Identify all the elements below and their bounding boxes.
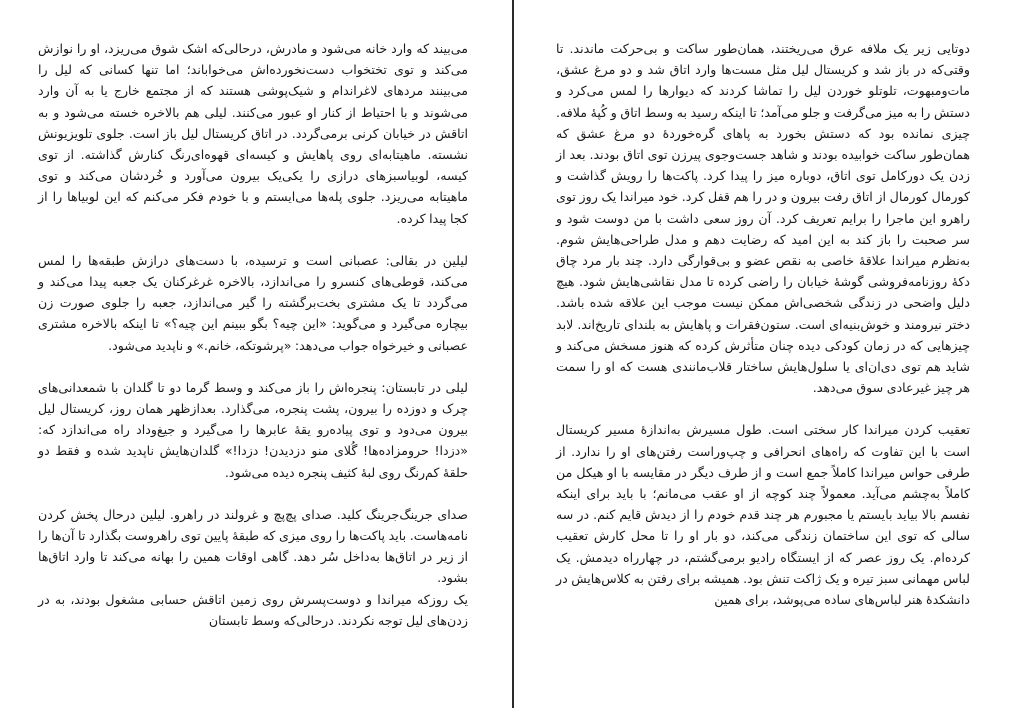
paragraph: لیلین در بقالی: عصبانی است و ترسیده، با دست‌های درازش طبقه‌ها را لمس می‌کند، قوطی‌های کنسرو را می‌اندازد، بالاخره غرغرکنان یک جعبه پیدا می‌کند و می‌گردد تا یک مشتری بخت‌برگشته را گیر می‌اندازد، جعبه را جلوی صورت زن بیچاره می‌گیرد و می‌گوید: «این چیه؟ بگو ببینم این چیه؟» تا اینکه بالاخره مشتری عصبانی و خیرخواه جواب می‌دهد: «پرشوتکه، خانم.» و ناپدید می‌شود. xyxy=(38,252,468,353)
right-page xyxy=(514,0,1014,708)
paragraph: لیلی در تابستان: پنجره‌اش را باز می‌کند و وسط گرما دو تا گلدان با شمعدانی‌های چرک و دوزده را بیرون، پشت پنجره، می‌گذارد. بعدازظهر همان روز، کریستال لیل بیرون می‌دود و توی پیاده‌رو یقهٔ عابرها را می‌گیرد و جیغ‌وداد راه می‌اندازد که: «دزدا! حرومزاده‌ها! گُلای منو دزدیدن! دزدا!» گلدان‌هایش ناپدید شده و فقط دو حلقهٔ کم‌رنگ روی لبهٔ کثیف پنجره دیده می‌شود. xyxy=(38,379,468,480)
left-page-text xyxy=(38,38,468,652)
right-page-text xyxy=(556,38,970,631)
paragraph: صدای جرینگ‌جرینگ کلید. صدای پچ‌پچ و غرولند در راهرو. لیلین درحال پخش کردن نامه‌هاست. باید پاکت‌ها را روی میزی که طبقهٔ پایین توی راهروست بگذارد تا آن‌ها را از زیر در اتاق‌ها به‌داخل سُر دهد. گاهی اوقات همین را بهانه می‌کند تا وارد اتاق‌ها بشود. xyxy=(38,506,468,586)
paragraph: تعقیب کردن میراندا کار سختی است. طول مسیرش به‌اندازهٔ مسیر کریستال است با این تفاوت که راه‌های انحرافی و چپ‌وراست رفتن‌های او را ندارد. از طرفی حواس میراندا کاملاً جمع است و از طرف دیگر در مقایسه با او هیکل من کاملاً به‌چشم می‌آید. معمولاً چند کوچه از او عقب می‌مانم؛ با باید برای اینکه نفسم بالا بیاید بایستم یا مجبورم هر چند قدم خودم را از دیدش قایم کنم. در سه سالی که توی این ساختمان زندگی می‌کند، دو بار او را تا محل کارش تعقیب کرده‌ام. یک روز عصر که از ایستگاه رادیو برمی‌گشتم، در چهارراه دیدمش. یک لباس مهمانی سبز تیره و یک ژاکت تنش بود. همیشه برای رفتن به کلاس‌هایش در دانشکدهٔ هنر لباس‌های ساده می‌پوشد، برای همین xyxy=(556,422,970,608)
paragraph: دوتایی زیر یک ملافه عرق می‌ریختند، همان‌طور ساکت و بی‌حرکت ماندند. تا وقتی‌که در باز شد و کریستال لیل مثل مست‌ها وارد اتاق شد و دو مرغ عشق، مات‌ومبهوت، تلوتلو خوردن لیل را تماشا کردند که دیوارها را لمس می‌کرد و دستش را به میز می‌گرفت و جلو می‌آمد؛ تا اینکه رسید به وسط اتاق و کُپهٔ ملافه. چیزی نمانده بود که دستش بخورد به پاهای گره‌خوردهٔ دو مرغ عشق که همان‌طور ساکت خوابیده بودند و شاهد جست‌وجوی پیرزن توی اتاق بودند. بعد از زدن یک دورکامل توی اتاق، دوباره میز را پیدا کرد. پاکت‌ها را رویش گذاشت و کورمال کورمال از اتاق رفت بیرون و در را هم قفل کرد. خود میراندا یک روز توی راهرو این ماجرا را برایم تعریف کرد. آن روز سعی داشت با من دوست شود و سر صحبت را باز کند به این امید که رضایت دهم و مدل طراحی‌هایش شوم. به‌نظرم میراندا علاقهٔ خاصی به نقص عضو و بی‌قوارگی دارد. چند بار مرد چاق دکهٔ روزنامه‌فروشی گوشهٔ خیابان را راضی کرده تا مدل نقاشی‌هایش شود. هیچ دلیل واضحی در زندگی شخصی‌اش ممکن نیست موجب این علاقه شده باشد. دختر نیرومند و خوش‌بنیه‌ای است. ستون‌فقرات و پاهایش به بلندای تاریخ‌اند. لابد چیزهایی که در زمان کودکی دیده چنان متأثرش کرده که هنوز مسخش می‌کند و شاید هم توی دی‌ان‌ای یا سلول‌هایش ساختار قلاب‌مانندی هست که او را سمت هر چیز غیرعادی سوق می‌دهد. xyxy=(556,41,970,396)
paragraph: یک روزکه میراندا و دوست‌پسرش روی زمین اتاقش حسابی مشغول بودند، به در زدن‌های لیل توجه نکردند. درحالی‌که وسط تابستان xyxy=(38,591,468,628)
paragraph: می‌بیند که وارد خانه می‌شود و مادرش، درحالی‌که اشک شوق می‌ریزد، او را نوازش می‌کند و توی تختخواب دست‌نخورده‌اش می‌خواباند؛ اما تنها کسانی که لیل را می‌بینند مردهای لاغراندام و شیک‌پوشی هستند که از مجتمع خارج یا به آن وارد می‌شوند و با احتیاط از کنار او عبور می‌کنند. لیلی هم بالاخره خسته می‌شود و به اتاقش در خیابان کرنی برمی‌گردد. در اتاق کریستال لیل باز است. جلوی تلویزیونش نشسته. ماهیتابه‌ای روی پاهایش و کیسه‌ای قهوه‌ای‌رنگ کنارش گذاشته. از توی کیسه، لوبیاسبزهای درازی را یکی‌یک بیرون می‌آورد و خُردشان می‌کند و توی ماهیتابه می‌ریزد. جلوی پله‌ها می‌ایستم و با خودم فکر می‌کنم که این لوبیاها را از کجا پیدا کرده. xyxy=(38,41,468,226)
